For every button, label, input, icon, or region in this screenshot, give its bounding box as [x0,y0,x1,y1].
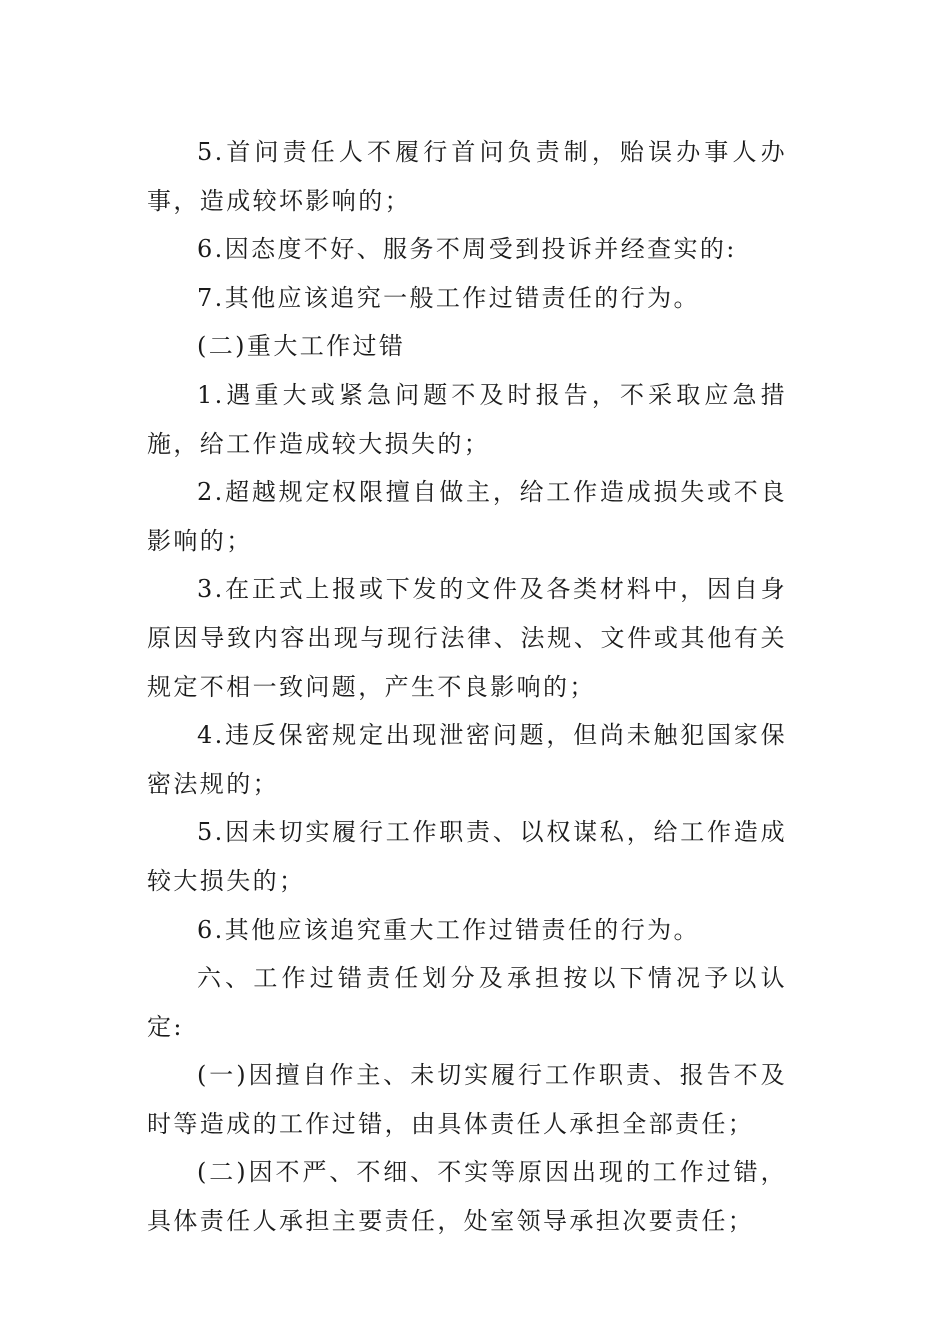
paragraph: 7.其他应该追究一般工作过错责任的行为。 [197,283,700,312]
paragraph: 5.因未切实履行工作职责、以权谋私，给工作造成较大损失的； [147,818,787,895]
paragraph: 6.因态度不好、服务不周受到投诉并经查实的: [197,235,737,264]
paragraph: 6.其他应该追究重大工作过错责任的行为。 [197,915,700,944]
paragraph: (一)因擅自作主、未切实履行工作职责、报告不及时等造成的工作过错，由具体责任人承担全部责任； [147,1061,787,1138]
paragraph: 4.违反保密规定出现泄密问题，但尚未触犯国家保密法规的； [147,721,787,798]
paragraph: (二)因不严、不细、不实等原因出现的工作过错，具体责任人承担主要责任，处室领导承担次要责任； [147,1158,787,1236]
section-heading: (二)重大工作过错 [197,332,406,361]
paragraph: 3.在正式上报或下发的文件及各类材料中，因自身原因导致内容出现与现行法律、法规、文件或其他有关规定不相一致问题，产生不良影响的； [147,575,787,701]
paragraph: 1.遇重大或紧急问题不及时报告，不采取应急措施，给工作造成较大损失的； [147,380,787,458]
paragraph: 2.超越规定权限擅自做主，给工作造成损失或不良影响的； [147,478,787,555]
document-body [147,128,787,1246]
paragraph: 5.首问责任人不履行首问负责制，贻误办事人办事，造成较坏影响的； [147,138,787,215]
section-heading: 六、工作过错责任划分及承担按以下情况予以认定: [147,964,787,1041]
